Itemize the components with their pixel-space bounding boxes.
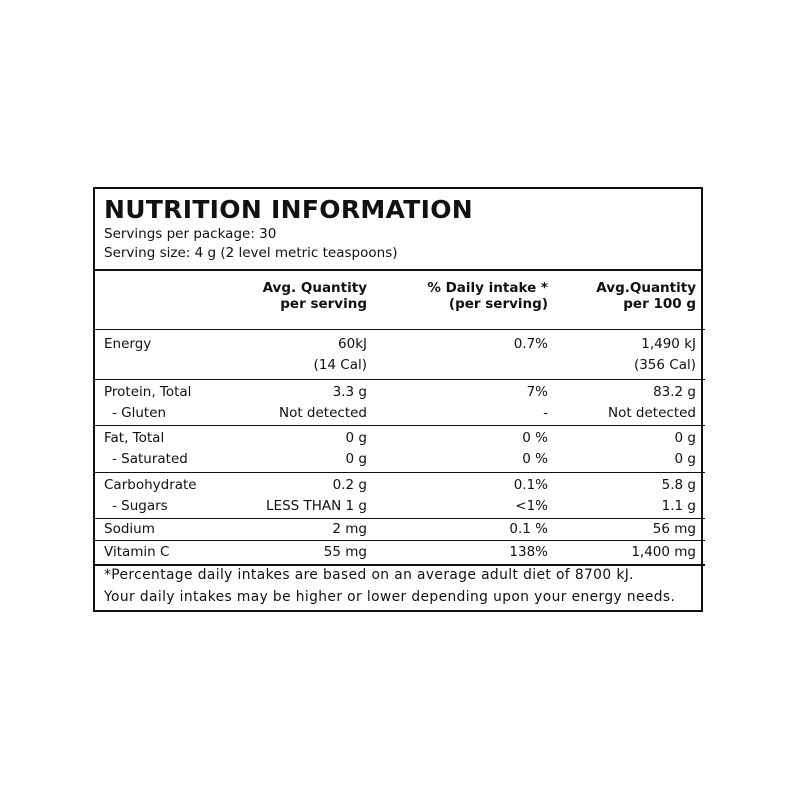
sodium-daily: 0.1 % bbox=[509, 520, 548, 537]
row-per100 bbox=[557, 540, 705, 565]
header-avg-per-100g bbox=[557, 271, 705, 329]
row-serving bbox=[220, 518, 376, 540]
energy-serving-kj: 60kJ bbox=[338, 335, 367, 352]
row-serving bbox=[220, 329, 376, 379]
serving-size: Serving size: 4 g (2 level metric teaspoons) bbox=[104, 245, 398, 261]
protein-per100: 83.2 g bbox=[653, 383, 696, 400]
gluten-daily: - bbox=[543, 404, 548, 421]
label-vitamin-c: Vitamin C bbox=[104, 543, 170, 560]
table-row-energy bbox=[95, 329, 705, 379]
sugars-per100: 1.1 g bbox=[661, 497, 696, 514]
panel-title: NUTRITION INFORMATION bbox=[104, 195, 473, 224]
protein-serving: 3.3 g bbox=[332, 383, 367, 400]
sodium-serving: 2 mg bbox=[332, 520, 367, 537]
fat-serving: 0 g bbox=[345, 429, 367, 446]
label-gluten: - Gluten bbox=[112, 404, 167, 421]
saturated-serving: 0 g bbox=[345, 450, 367, 467]
row-daily bbox=[376, 540, 557, 565]
table-header-row bbox=[95, 271, 705, 329]
row-per100 bbox=[557, 518, 705, 540]
header-col2-line2: per serving bbox=[280, 296, 367, 312]
energy-per100-kj: 1,490 kJ bbox=[641, 335, 696, 352]
label-saturated: - Saturated bbox=[112, 450, 188, 467]
row-label bbox=[95, 379, 220, 425]
header-col2-line1: Avg. Quantity bbox=[262, 280, 367, 296]
header-avg-per-serving bbox=[220, 271, 376, 329]
nutrition-table bbox=[95, 271, 705, 566]
header-label-spacer bbox=[95, 271, 220, 329]
row-serving bbox=[220, 379, 376, 425]
header-daily-intake bbox=[376, 271, 557, 329]
row-daily bbox=[376, 329, 557, 379]
footnote-line2: Your daily intakes may be higher or lower depending upon your energy needs. bbox=[104, 589, 676, 605]
table-row-protein bbox=[95, 379, 705, 425]
row-daily bbox=[376, 472, 557, 518]
header-col4-line2: per 100 g bbox=[623, 296, 696, 312]
sodium-per100: 56 mg bbox=[652, 520, 696, 537]
row-label bbox=[95, 329, 220, 379]
row-label bbox=[95, 472, 220, 518]
saturated-daily: 0 % bbox=[522, 450, 548, 467]
saturated-per100: 0 g bbox=[674, 450, 696, 467]
carbohydrate-serving: 0.2 g bbox=[332, 476, 367, 493]
row-serving bbox=[220, 472, 376, 518]
table-row-vitamin-c bbox=[95, 540, 705, 565]
label-carbohydrate: Carbohydrate bbox=[104, 476, 197, 493]
vitamin-c-serving: 55 mg bbox=[323, 543, 367, 560]
row-daily bbox=[376, 518, 557, 540]
fat-per100: 0 g bbox=[674, 429, 696, 446]
energy-per100-cal: (356 Cal) bbox=[633, 356, 696, 373]
footnote-line1: *Percentage daily intakes are based on an average adult diet of 8700 kJ. bbox=[104, 567, 634, 583]
nutrition-panel bbox=[93, 187, 703, 612]
row-per100 bbox=[557, 329, 705, 379]
title-block bbox=[95, 189, 701, 271]
label-fat: Fat, Total bbox=[104, 429, 165, 446]
label-energy: Energy bbox=[104, 335, 152, 352]
table-row-fat bbox=[95, 425, 705, 472]
protein-daily: 7% bbox=[526, 383, 548, 400]
carbohydrate-daily: 0.1% bbox=[513, 476, 548, 493]
row-label bbox=[95, 425, 220, 472]
energy-daily: 0.7% bbox=[513, 335, 548, 352]
sugars-serving: LESS THAN 1 g bbox=[266, 497, 367, 514]
vitamin-c-daily: 138% bbox=[509, 543, 548, 560]
gluten-per100: Not detected bbox=[607, 404, 696, 421]
row-per100 bbox=[557, 379, 705, 425]
row-label bbox=[95, 518, 220, 540]
label-protein: Protein, Total bbox=[104, 383, 192, 400]
sugars-daily: <1% bbox=[515, 497, 548, 514]
carbohydrate-per100: 5.8 g bbox=[661, 476, 696, 493]
servings-per-package: Servings per package: 30 bbox=[104, 226, 277, 242]
row-serving bbox=[220, 425, 376, 472]
row-daily bbox=[376, 379, 557, 425]
fat-daily: 0 % bbox=[522, 429, 548, 446]
label-sugars: - Sugars bbox=[112, 497, 168, 514]
header-col4-line1: Avg.Quantity bbox=[596, 280, 696, 296]
row-serving bbox=[220, 540, 376, 565]
row-per100 bbox=[557, 472, 705, 518]
table-row-sodium bbox=[95, 518, 705, 540]
table-row-carbohydrate bbox=[95, 472, 705, 518]
footnote bbox=[104, 564, 675, 608]
row-per100 bbox=[557, 425, 705, 472]
row-daily bbox=[376, 425, 557, 472]
row-label bbox=[95, 540, 220, 565]
header-col3-line1: % Daily intake * bbox=[427, 280, 548, 296]
gluten-serving: Not detected bbox=[278, 404, 367, 421]
label-sodium: Sodium bbox=[104, 520, 155, 537]
energy-serving-cal: (14 Cal) bbox=[313, 356, 367, 373]
header-col3-line2: (per serving) bbox=[448, 296, 548, 312]
vitamin-c-per100: 1,400 mg bbox=[631, 543, 696, 560]
